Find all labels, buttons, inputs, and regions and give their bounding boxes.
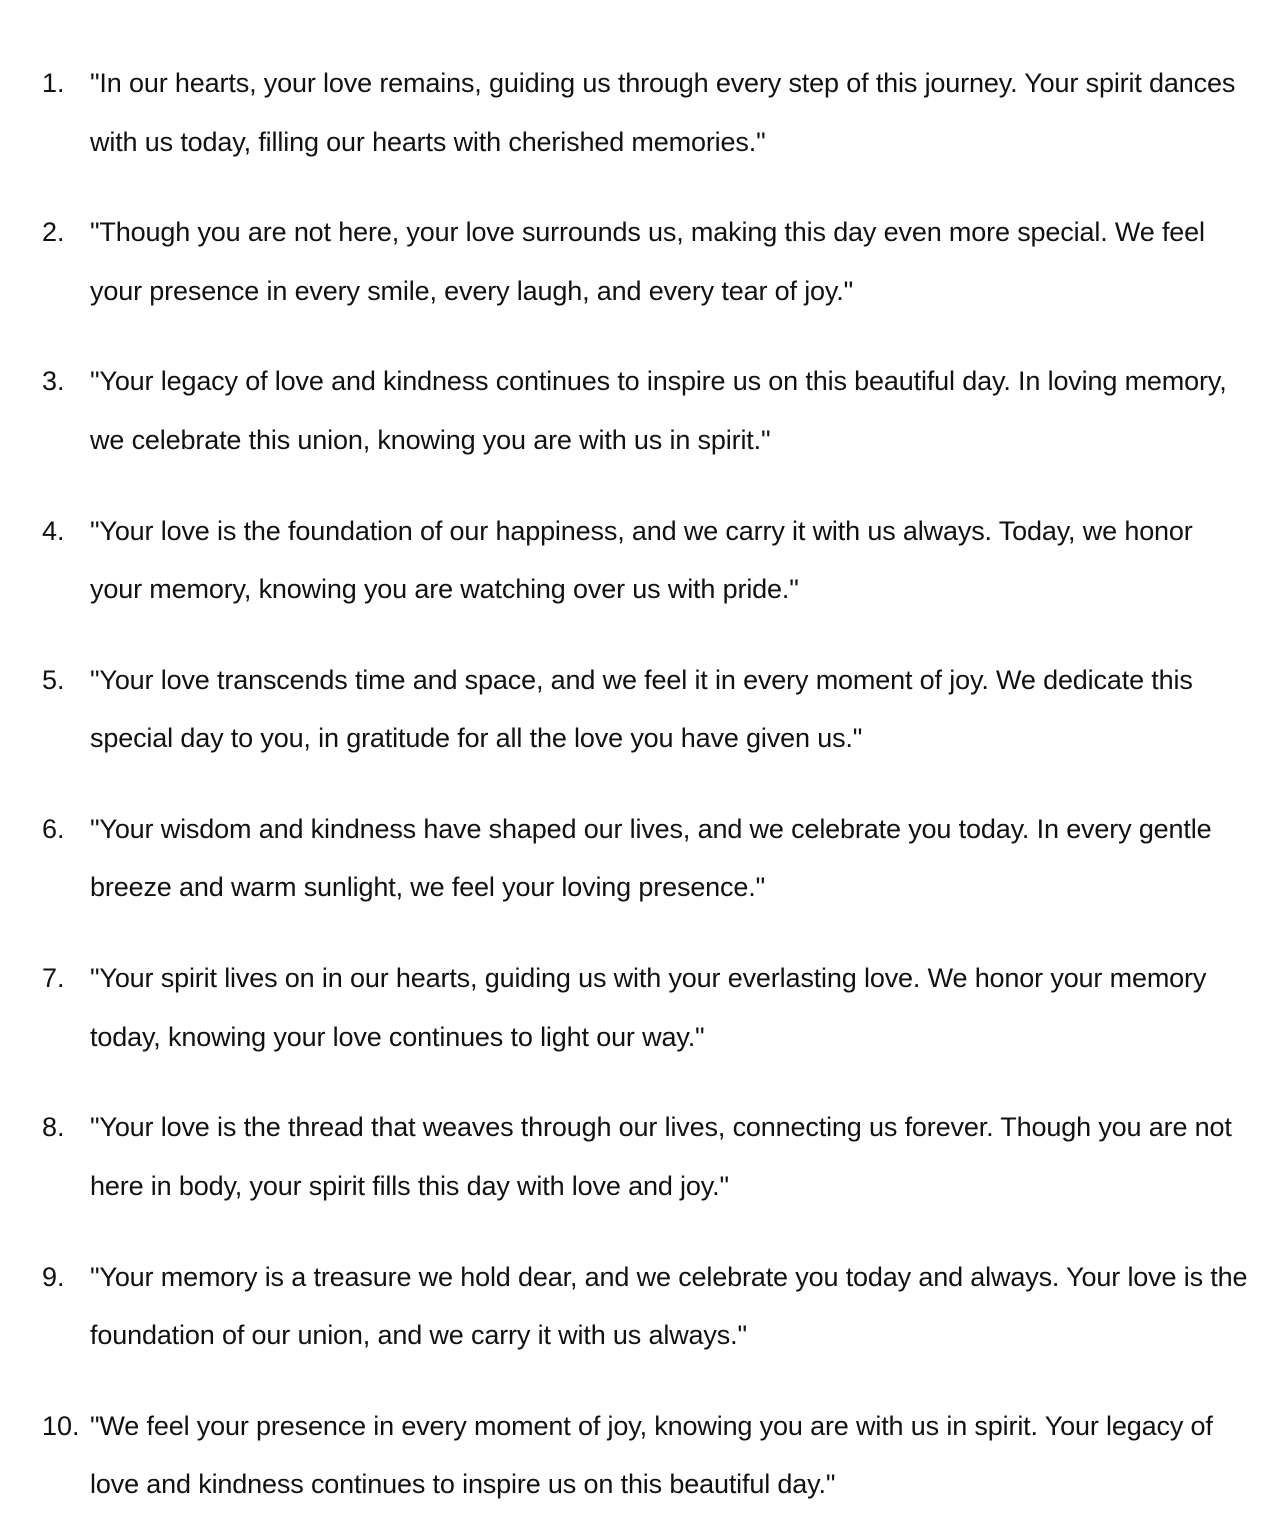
list-item-number: 5. [42, 664, 65, 695]
list-item-text: "Your love is the foundation of our happiness, and we carry it with us always. Today, we honor your memory, knowing you are watching over us with pride." [90, 515, 1193, 605]
list-item-text: "We feel your presence in every moment of joy, knowing you are with us in spirit. Your legacy of love and kindness continues to inspire us on this beautiful day." [90, 1410, 1213, 1500]
list-item-text: "Your spirit lives on in our hearts, guiding us with your everlasting love. We honor your memory today, knowing your love continues to light our way." [90, 963, 1207, 1052]
list-item [0, 193, 1274, 342]
list-item [0, 939, 1274, 1088]
quote-list [0, 44, 1274, 1536]
list-item [0, 1387, 1274, 1536]
list-item-text: "Your memory is a treasure we hold dear, and we celebrate you today and always. Your love is the foundation of our union, and we carry it with us always." [90, 1261, 1248, 1350]
list-item-number: 8. [42, 1112, 65, 1143]
list-item [0, 492, 1274, 641]
list-item-number: 3. [42, 366, 65, 397]
list-item-text: "Though you are not here, your love surrounds us, making this day even more special. We feel your presence in every smile, every laugh, and every tear of joy." [90, 217, 1205, 306]
list-item-number: 6. [42, 813, 65, 844]
list-item [0, 1088, 1274, 1237]
list-item-text: "Your love is the thread that weaves through our lives, connecting us forever. Though you are not here in body, your spirit fills this day with love and joy." [90, 1112, 1232, 1201]
list-item-number: 9. [42, 1261, 65, 1292]
list-item [0, 342, 1274, 491]
list-item-number: 1. [42, 68, 65, 98]
list-item [0, 790, 1274, 939]
list-item-text: "Your love transcends time and space, and we feel it in every moment of joy. We dedicate this special day to you, in gratitude for all the love you have given us." [90, 664, 1193, 754]
list-item-number: 7. [42, 963, 65, 994]
list-item [0, 641, 1274, 790]
list-item-number: 4. [42, 515, 65, 546]
list-item [0, 1238, 1274, 1387]
list-item [0, 44, 1274, 193]
list-item-number: 10. [42, 1410, 80, 1441]
list-item-text: "Your wisdom and kindness have shaped our lives, and we celebrate you today. In every gentle breeze and warm sunlight, we feel your loving presence." [90, 813, 1212, 903]
list-item-number: 2. [42, 217, 65, 248]
list-item-text: "Your legacy of love and kindness continues to inspire us on this beautiful day. In loving memory, we celebrate this union, knowing you are with us in spirit." [90, 366, 1227, 455]
list-item-text: "In our hearts, your love remains, guiding us through every step of this journey. Your spirit dances with us today, filling our hearts with cherished memories." [90, 68, 1236, 157]
